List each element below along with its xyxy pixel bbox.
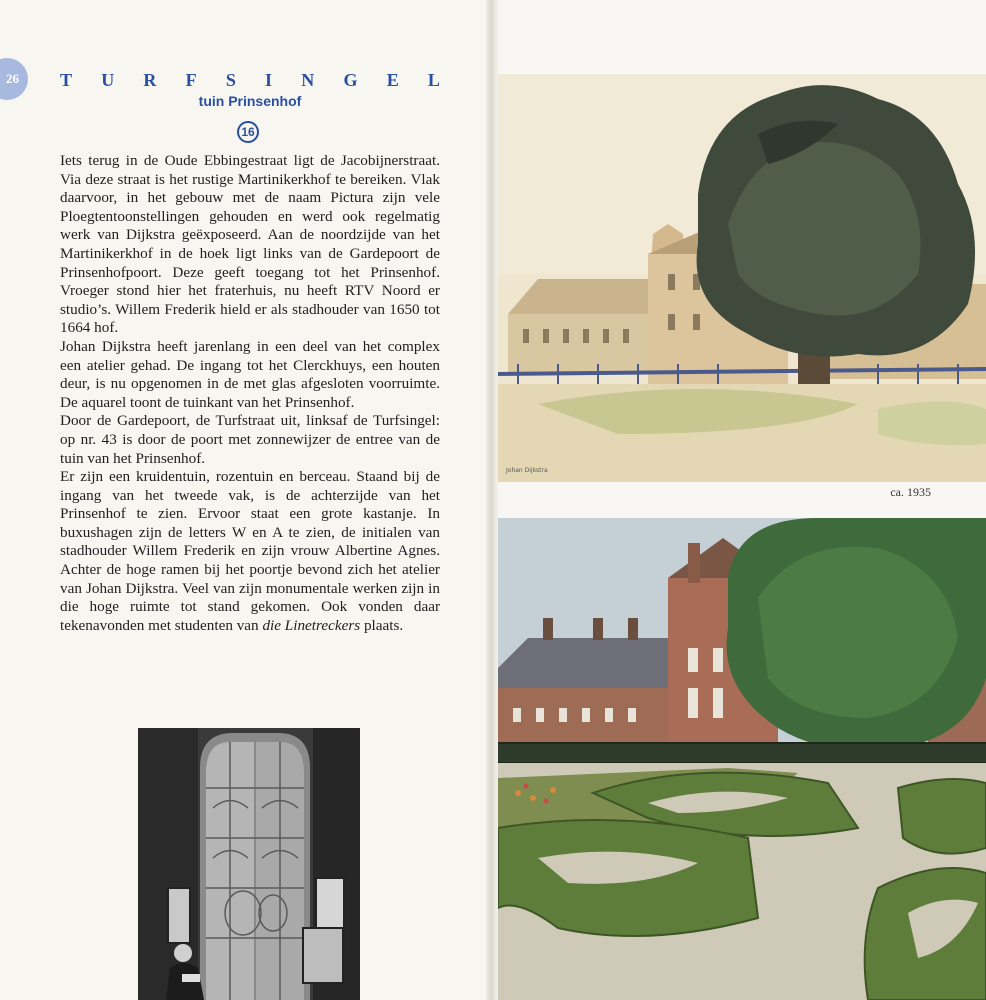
paragraph-4 <box>60 468 440 635</box>
paragraph-3: Door de Gardepoort, de Turfstraat uit, linksaf de Turfsingel: op nr. 43 is door de poort met zonnewijzer de entree van de tuin van het Prinsenhof. <box>60 412 440 467</box>
paragraph-4-text: Er zijn een kruidentuin, rozentuin en berceau. Staand bij de ingang van het tweede vak, is de achterzijde van het Prinsenhof te zien. Ervoor staat een grote kastanje. In buxushagen zijn de letters W en A te zien, de initialen van stadhouder Willem Frederik en zijn vrouw Albertine Agnes. Achter de hoge ramen bij het poortje bevond zich het atelier van Johan Dijkstra. Veel van zijn monumentale werken zijn in die hoge ruimte tot stand gekomen. Ook vonden daar tekenavonden met studenten van <box>60 468 440 634</box>
paragraph-4-italic: die Linetreckers <box>262 616 361 634</box>
location-number-marker: 16 <box>237 121 259 143</box>
title-letter: N <box>301 70 315 90</box>
atelier-photo-art <box>138 728 360 1000</box>
page-title <box>60 70 440 91</box>
paragraph-2: Johan Dijkstra heeft jarenlang in een deel van het complex een atelier gehad. De ingang tot het Clerckhuys, een houten deur, is nu opgenomen in de met glas afgesloten voorruimte. De aquarel toont de tuinkant van het Prinsenhof. <box>60 337 440 411</box>
watercolor-art <box>498 74 986 482</box>
garden-photo-art <box>498 518 986 1000</box>
title-letter: E <box>386 70 399 90</box>
title-letter: S <box>225 70 236 90</box>
right-page <box>498 0 986 1000</box>
paragraph-4-end: plaats. <box>360 616 404 634</box>
paragraph-1: Iets terug in de Oude Ebbingestraat ligt de Jacobijnerstraat. Via deze straat is het rustige Martinikerkhof te bereiken. Vlak daarvoor, in het gebouw met de naam Pictura zijn vele Ploegtentoonstellingen gehouden en werd ook regelmatig werk van Dijkstra geëxposeerd. Aan de noordzijde van het Martinikerkhof in de hoek ligt links van de Gardepoort de Prinsenhofpoort. Deze geeft toegang tot het Prinsenhof. Vroeger stond hier het fraterhuis, nu heeft RTV Noord er studio’s. Willem Frederik hield er als stadhouder van 1650 tot 1664 hof. <box>60 152 440 337</box>
page-subtitle: tuin Prinsenhof <box>198 93 302 109</box>
painting-signature: Johan Dijkstra <box>506 467 548 474</box>
title-letter: U <box>101 70 115 90</box>
left-page <box>0 0 490 1000</box>
title-letter: I <box>265 70 273 90</box>
painting-caption: ca. 1935 <box>890 485 931 499</box>
title-letter: T <box>60 70 73 90</box>
atelier-photo <box>138 728 360 1000</box>
page-number-tab: 26 <box>0 58 28 100</box>
title-letter: G <box>343 70 358 90</box>
title-letter: F <box>185 70 197 90</box>
title-letter: L <box>427 70 440 90</box>
garden-photo <box>498 518 986 1000</box>
watercolor-painting <box>498 74 986 482</box>
body-text <box>60 152 440 635</box>
title-letter: R <box>143 70 157 90</box>
